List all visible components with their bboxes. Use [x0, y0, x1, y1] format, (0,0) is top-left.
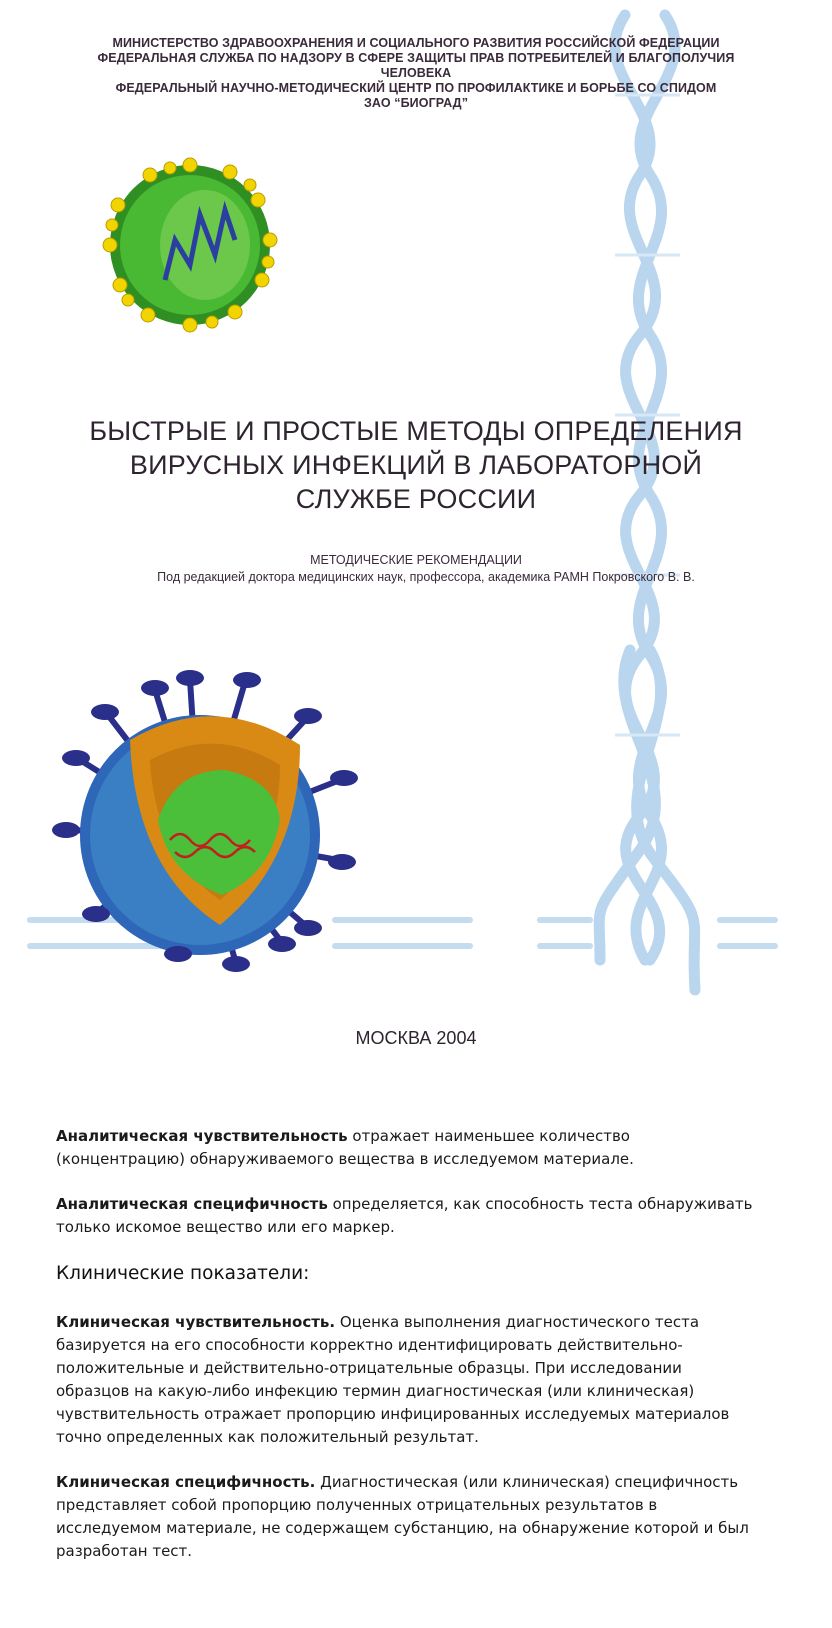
header-line: МИНИСТЕРСТВО ЗДРАВООХРАНЕНИЯ И СОЦИАЛЬНОГО РАЗВИТИЯ РОССИЙСКОЙ ФЕДЕРАЦИИ: [112, 36, 720, 50]
title-line: ВИРУСНЫХ ИНФЕКЦИЙ В ЛАБОРАТОРНОЙ: [129, 450, 703, 480]
title-line: БЫСТРЫЕ И ПРОСТЫЕ МЕТОДЫ ОПРЕДЕЛЕНИЯ: [89, 416, 743, 446]
definition: отражает наименьшее количество (концентрацию) обнаруживаемого вещества в исследуемом материале.: [56, 1127, 634, 1168]
header-line: ФЕДЕРАЛЬНАЯ СЛУЖБА ПО НАДЗОРУ В СФЕРЕ ЗАЩИТЫ ПРАВ ПОТРЕБИТЕЛЕЙ И БЛАГОПОЛУЧИЯ: [97, 51, 735, 65]
green-virus-illustration: [103, 158, 277, 332]
document-text: [56, 1125, 756, 1585]
definition: Оценка выполнения диагностического теста базируется на его способности корректно идентифицировать действительно-положительные и действительно-отрицательные образцы. При исследовании образцов на какую-либо инфекцию термин диагностическая (или клиническая) чувствительность отражает пропорцию инфицированных исследуемых материалов точно определенных как положительный результат.: [56, 1313, 730, 1446]
header-line: ЧЕЛОВЕКА: [380, 66, 452, 80]
term: Клиническая чувствительность.: [56, 1313, 336, 1331]
title-line: СЛУЖБЕ РОССИИ: [295, 484, 537, 514]
header-line: ФЕДЕРАЛЬНЫЙ НАУЧНО-МЕТОДИЧЕСКИЙ ЦЕНТР ПО ПРОФИЛАКТИКЕ И БОРЬБЕ СО СПИДОМ: [115, 81, 717, 95]
paragraph-clinical-sensitivity: [56, 1311, 756, 1449]
cover-header: [60, 36, 772, 111]
paragraph-clinical-specificity: [56, 1471, 756, 1563]
section-heading: Клинические показатели:: [56, 1263, 310, 1284]
cover-subtitle: МЕТОДИЧЕСКИЕ РЕКОМЕНДАЦИИ: [310, 553, 522, 567]
paragraph-analytical-sensitivity: [56, 1125, 756, 1171]
cover-title: [60, 414, 772, 516]
definition: Диагностическая (или клиническая) специфичность представляет собой пропорцию полученных отрицательных результатов в исследуемом материале, не содержащем субстанцию, на обнаружение которой и был разработан тест.: [56, 1473, 749, 1560]
paragraph-analytical-specificity: [56, 1193, 756, 1239]
blue-virus-illustration: [52, 670, 358, 972]
term: Клиническая специфичность.: [56, 1473, 316, 1491]
term: Аналитическая специфичность: [56, 1195, 328, 1213]
term: Аналитическая чувствительность: [56, 1127, 348, 1145]
cover-city-year: МОСКВА 2004: [355, 1028, 477, 1048]
definition: определяется, как способность теста обнаруживать только искомое вещество или его маркер.: [56, 1195, 753, 1236]
cover-editor-line: Под редакцией доктора медицинских наук, профессора, академика РАМН Покровского В. В.: [157, 570, 695, 584]
header-line: ЗАО “БИОГРАД”: [363, 96, 469, 110]
